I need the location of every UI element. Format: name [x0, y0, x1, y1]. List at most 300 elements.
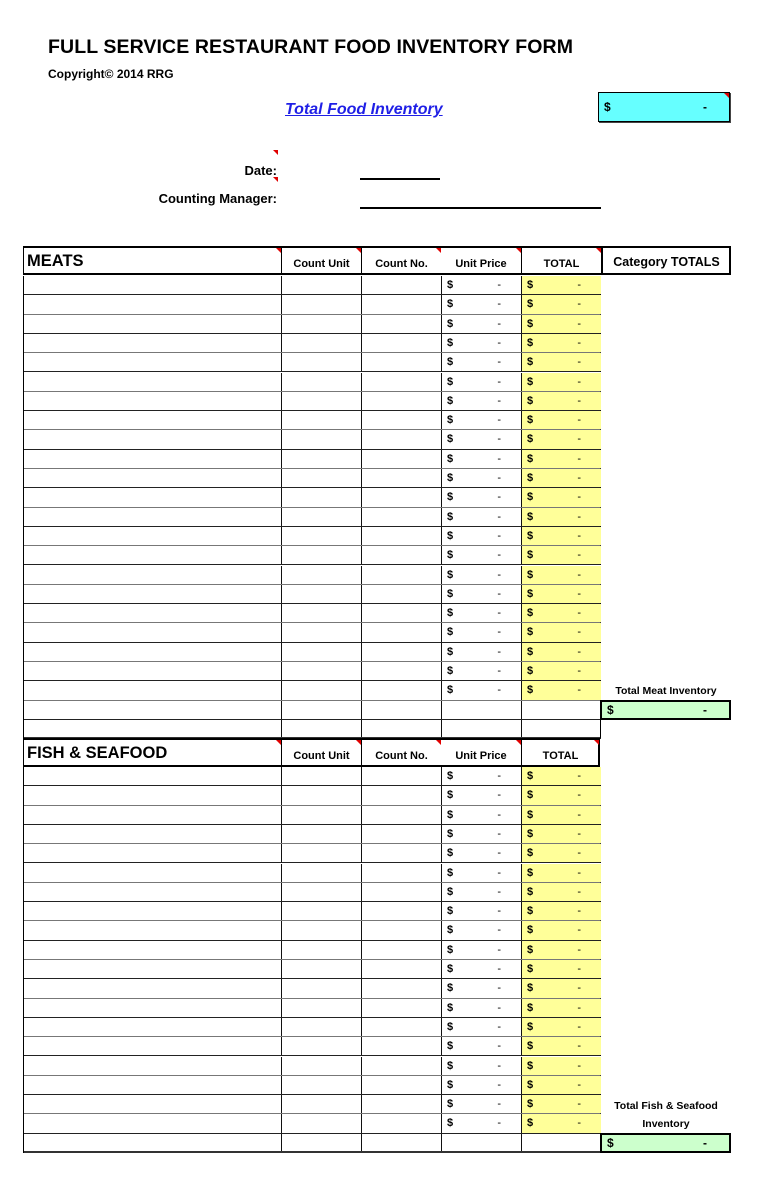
- count-no-cell[interactable]: [361, 1076, 441, 1094]
- count-unit-cell[interactable]: [281, 1037, 361, 1055]
- currency-symbol: $: [527, 414, 534, 427]
- total-cell[interactable]: [521, 1095, 601, 1113]
- total-cell[interactable]: [521, 623, 601, 641]
- count-unit-cell[interactable]: [281, 566, 361, 584]
- item-name-cell[interactable]: [24, 1134, 281, 1151]
- total-cell[interactable]: [521, 411, 601, 429]
- count-unit-cell[interactable]: [281, 902, 361, 920]
- count-unit-cell[interactable]: [281, 825, 361, 843]
- item-name-cell[interactable]: [24, 767, 281, 785]
- unit-price-cell[interactable]: [441, 450, 521, 468]
- unit-price-cell[interactable]: [441, 315, 521, 333]
- item-name-cell[interactable]: [24, 999, 281, 1017]
- currency-symbol: $: [447, 943, 454, 956]
- count-no-cell[interactable]: [361, 681, 441, 699]
- count-unit-cell[interactable]: [281, 508, 361, 526]
- count-no-cell[interactable]: [361, 411, 441, 429]
- total-cell[interactable]: [521, 960, 601, 978]
- currency-symbol: $: [447, 885, 454, 898]
- item-name-cell[interactable]: [24, 643, 281, 661]
- currency-symbol: $: [527, 472, 534, 484]
- count-unit-cell[interactable]: [281, 488, 361, 506]
- item-name-cell[interactable]: [24, 1018, 281, 1036]
- count-unit-cell[interactable]: [281, 315, 361, 333]
- amount-value: -: [497, 808, 501, 821]
- count-no-cell[interactable]: [361, 1057, 441, 1075]
- currency-symbol: $: [527, 356, 534, 369]
- count-unit-cell[interactable]: [281, 844, 361, 862]
- total-cell[interactable]: [521, 315, 601, 333]
- count-unit-cell[interactable]: [281, 999, 361, 1017]
- amount-value: -: [577, 356, 581, 369]
- total-cell[interactable]: [521, 334, 601, 352]
- table-row: [24, 960, 601, 979]
- total-cell[interactable]: [521, 450, 601, 468]
- item-name-cell[interactable]: [24, 566, 281, 584]
- currency-symbol: $: [527, 665, 534, 677]
- unit-price-cell[interactable]: [441, 392, 521, 410]
- total-cell[interactable]: [521, 566, 601, 584]
- item-name-cell[interactable]: [24, 1037, 281, 1055]
- item-name-cell[interactable]: [24, 430, 281, 448]
- amount-value: -: [497, 924, 501, 937]
- count-unit-cell[interactable]: [281, 1095, 361, 1113]
- currency-symbol: $: [447, 924, 454, 937]
- count-unit-cell[interactable]: [281, 1018, 361, 1036]
- counting-manager-field[interactable]: [360, 207, 601, 209]
- table-row: [24, 941, 601, 960]
- total-cell[interactable]: [521, 902, 601, 920]
- count-unit-cell[interactable]: [281, 1076, 361, 1094]
- currency-symbol: $: [447, 510, 454, 523]
- table-row: [24, 334, 601, 353]
- item-name-cell[interactable]: [24, 979, 281, 997]
- item-name-cell[interactable]: [24, 392, 281, 410]
- currency-symbol: $: [527, 279, 534, 291]
- unit-price-cell[interactable]: [441, 1114, 521, 1132]
- unit-price-cell[interactable]: [441, 1095, 521, 1113]
- item-name-cell[interactable]: [24, 353, 281, 371]
- count-unit-cell[interactable]: [281, 806, 361, 824]
- count-no-cell[interactable]: [361, 585, 441, 603]
- count-no-cell[interactable]: [361, 1134, 441, 1151]
- item-name-cell[interactable]: [24, 1076, 281, 1094]
- currency-symbol: $: [447, 626, 454, 639]
- table-row: [24, 585, 601, 604]
- currency-symbol: $: [527, 568, 534, 581]
- currency-symbol: $: [527, 375, 534, 388]
- amount-value: -: [577, 549, 581, 562]
- unit-price-cell[interactable]: [441, 353, 521, 371]
- count-no-cell[interactable]: [361, 315, 441, 333]
- count-unit-cell[interactable]: [281, 1134, 361, 1151]
- unit-price-cell[interactable]: [441, 883, 521, 901]
- item-name-cell[interactable]: [24, 902, 281, 920]
- count-unit-cell[interactable]: [281, 469, 361, 487]
- count-unit-cell[interactable]: [281, 883, 361, 901]
- unit-price-cell[interactable]: [441, 566, 521, 584]
- count-no-cell[interactable]: [361, 701, 441, 719]
- count-unit-cell[interactable]: [281, 921, 361, 939]
- amount-value: -: [577, 1078, 581, 1091]
- currency-symbol: $: [527, 298, 534, 311]
- table-row: [24, 469, 601, 488]
- unit-price-cell[interactable]: [441, 643, 521, 661]
- unit-price-cell[interactable]: [441, 1018, 521, 1036]
- count-no-cell[interactable]: [361, 1114, 441, 1132]
- count-no-cell[interactable]: [361, 825, 441, 843]
- count-unit-cell[interactable]: [281, 334, 361, 352]
- count-no-cell[interactable]: [361, 941, 441, 959]
- count-no-cell[interactable]: [361, 786, 441, 804]
- total-cell[interactable]: [521, 392, 601, 410]
- currency-symbol: $: [447, 279, 454, 291]
- amount-value: -: [577, 1020, 581, 1033]
- count-unit-cell[interactable]: [281, 960, 361, 978]
- currency-symbol: $: [607, 1136, 614, 1150]
- item-name-cell[interactable]: [24, 585, 281, 603]
- item-name-cell[interactable]: [24, 786, 281, 804]
- total-cell[interactable]: [521, 1057, 601, 1075]
- total-cell[interactable]: [521, 585, 601, 603]
- amount-value: -: [497, 626, 501, 639]
- total-cell[interactable]: [521, 1134, 601, 1151]
- unit-price-cell[interactable]: [441, 411, 521, 429]
- count-unit-cell[interactable]: [281, 276, 361, 294]
- currency-symbol: $: [447, 770, 454, 782]
- currency-symbol: $: [527, 529, 534, 542]
- count-no-cell[interactable]: [361, 623, 441, 641]
- count-unit-cell[interactable]: [281, 720, 361, 737]
- unit-price-cell[interactable]: [441, 1037, 521, 1055]
- item-name-cell[interactable]: [24, 720, 281, 737]
- unit-price-cell[interactable]: [441, 276, 521, 294]
- total-cell[interactable]: [521, 1037, 601, 1055]
- amount-value: -: [577, 1040, 581, 1053]
- total-cell[interactable]: [521, 979, 601, 997]
- item-name-cell[interactable]: [24, 334, 281, 352]
- total-cell[interactable]: [521, 767, 601, 785]
- count-unit-cell[interactable]: [281, 295, 361, 313]
- currency-symbol: $: [527, 847, 534, 860]
- currency-symbol: $: [447, 356, 454, 369]
- amount-value: -: [577, 433, 581, 446]
- total-cell[interactable]: [521, 941, 601, 959]
- item-name-cell[interactable]: [24, 806, 281, 824]
- table-row: [24, 921, 601, 940]
- item-name-cell[interactable]: [24, 941, 281, 959]
- amount-value: -: [497, 943, 501, 956]
- total-cell[interactable]: [521, 921, 601, 939]
- unit-price-cell[interactable]: [441, 681, 521, 699]
- total-cell[interactable]: [521, 844, 601, 862]
- count-unit-cell[interactable]: [281, 864, 361, 882]
- currency-symbol: $: [447, 433, 454, 446]
- currency-symbol: $: [447, 1117, 454, 1130]
- currency-symbol: $: [527, 317, 534, 330]
- amount-value: -: [497, 510, 501, 523]
- count-unit-cell[interactable]: [281, 353, 361, 371]
- unit-price-cell[interactable]: [441, 334, 521, 352]
- currency-symbol: $: [447, 1001, 454, 1014]
- total-cell[interactable]: [521, 825, 601, 843]
- item-name-cell[interactable]: [24, 469, 281, 487]
- total-cell[interactable]: [521, 295, 601, 313]
- count-unit-cell[interactable]: [281, 643, 361, 661]
- unit-price-cell[interactable]: [441, 295, 521, 313]
- amount-value: -: [497, 885, 501, 898]
- count-unit-cell[interactable]: [281, 941, 361, 959]
- total-meat-inventory-value[interactable]: [600, 700, 731, 720]
- amount-value: -: [497, 1117, 501, 1130]
- unit-price-cell[interactable]: [441, 720, 521, 737]
- count-no-cell[interactable]: [361, 353, 441, 371]
- total-cell[interactable]: [521, 1018, 601, 1036]
- count-no-cell[interactable]: [361, 527, 441, 545]
- count-unit-cell[interactable]: [281, 585, 361, 603]
- unit-price-cell[interactable]: [441, 864, 521, 882]
- item-name-cell[interactable]: [24, 508, 281, 526]
- count-no-cell[interactable]: [361, 999, 441, 1017]
- item-name-cell[interactable]: [24, 681, 281, 699]
- count-no-cell[interactable]: [361, 960, 441, 978]
- total-cell[interactable]: [521, 681, 601, 699]
- count-unit-cell[interactable]: [281, 623, 361, 641]
- unit-price-cell[interactable]: [441, 921, 521, 939]
- count-no-cell[interactable]: [361, 392, 441, 410]
- currency-symbol: $: [447, 808, 454, 821]
- count-no-cell[interactable]: [361, 921, 441, 939]
- count-unit-cell[interactable]: [281, 767, 361, 785]
- total-cell[interactable]: [521, 527, 601, 545]
- item-name-cell[interactable]: [24, 373, 281, 391]
- unit-price-cell[interactable]: [441, 430, 521, 448]
- total-cell[interactable]: [521, 469, 601, 487]
- count-unit-cell[interactable]: [281, 701, 361, 719]
- unit-price-cell[interactable]: [441, 623, 521, 641]
- item-name-cell[interactable]: [24, 883, 281, 901]
- unit-price-cell[interactable]: [441, 527, 521, 545]
- item-name-cell[interactable]: [24, 411, 281, 429]
- item-name-cell[interactable]: [24, 488, 281, 506]
- item-name-cell[interactable]: [24, 960, 281, 978]
- currency-symbol: $: [527, 394, 534, 407]
- total-cell[interactable]: [521, 353, 601, 371]
- count-unit-cell[interactable]: [281, 546, 361, 564]
- amount-value: -: [577, 770, 581, 782]
- count-no-cell[interactable]: [361, 295, 441, 313]
- unit-price-cell[interactable]: [441, 979, 521, 997]
- total-cell[interactable]: [521, 1076, 601, 1094]
- total-cell[interactable]: [521, 276, 601, 294]
- currency-symbol: $: [447, 394, 454, 407]
- currency-symbol: $: [447, 866, 454, 879]
- count-no-cell[interactable]: [361, 450, 441, 468]
- currency-symbol: $: [527, 549, 534, 562]
- total-cell[interactable]: [521, 999, 601, 1017]
- total-cell[interactable]: [521, 643, 601, 661]
- total-food-inventory-value[interactable]: [598, 92, 730, 122]
- count-no-cell[interactable]: [361, 488, 441, 506]
- count-no-cell[interactable]: [361, 546, 441, 564]
- total-cell[interactable]: [521, 508, 601, 526]
- item-name-cell[interactable]: [24, 295, 281, 313]
- count-unit-cell[interactable]: [281, 411, 361, 429]
- table-row: [24, 825, 601, 844]
- count-no-cell[interactable]: [361, 276, 441, 294]
- col-total: TOTAL: [521, 248, 601, 273]
- count-unit-cell[interactable]: [281, 681, 361, 699]
- unit-price-cell[interactable]: [441, 1076, 521, 1094]
- item-name-cell[interactable]: [24, 276, 281, 294]
- count-no-cell[interactable]: [361, 979, 441, 997]
- amount-value: -: [497, 684, 501, 697]
- total-cell[interactable]: [521, 720, 601, 737]
- currency-symbol: $: [447, 982, 454, 995]
- item-name-cell[interactable]: [24, 623, 281, 641]
- item-name-cell[interactable]: [24, 315, 281, 333]
- count-no-cell[interactable]: [361, 430, 441, 448]
- count-unit-cell[interactable]: [281, 1114, 361, 1132]
- amount-value: -: [577, 684, 581, 697]
- item-name-cell[interactable]: [24, 450, 281, 468]
- count-no-cell[interactable]: [361, 508, 441, 526]
- count-unit-cell[interactable]: [281, 430, 361, 448]
- count-no-cell[interactable]: [361, 604, 441, 622]
- count-unit-cell[interactable]: [281, 786, 361, 804]
- count-no-cell[interactable]: [361, 720, 441, 737]
- total-fish-seafood-inventory-value[interactable]: [600, 1133, 731, 1153]
- item-name-cell[interactable]: [24, 1114, 281, 1132]
- unit-price-cell[interactable]: [441, 902, 521, 920]
- count-unit-cell[interactable]: [281, 604, 361, 622]
- col-count-no: Count No.: [361, 248, 441, 273]
- amount-value: -: [497, 1059, 501, 1072]
- table-row: [24, 623, 601, 642]
- item-name-cell[interactable]: [24, 844, 281, 862]
- amount-value: -: [497, 665, 501, 677]
- unit-price-cell[interactable]: [441, 786, 521, 804]
- currency-symbol: $: [527, 433, 534, 446]
- unit-price-cell[interactable]: [441, 469, 521, 487]
- unit-price-cell[interactable]: [441, 508, 521, 526]
- item-name-cell[interactable]: [24, 701, 281, 719]
- amount-value: -: [577, 847, 581, 860]
- count-no-cell[interactable]: [361, 1018, 441, 1036]
- item-name-cell[interactable]: [24, 825, 281, 843]
- count-no-cell[interactable]: [361, 1037, 441, 1055]
- count-no-cell[interactable]: [361, 806, 441, 824]
- count-unit-cell[interactable]: [281, 662, 361, 680]
- count-no-cell[interactable]: [361, 883, 441, 901]
- col-count-unit: Count Unit: [281, 248, 361, 273]
- item-name-cell[interactable]: [24, 546, 281, 564]
- unit-price-cell[interactable]: [441, 585, 521, 603]
- table-row: [24, 1037, 601, 1056]
- unit-price-cell[interactable]: [441, 1057, 521, 1075]
- item-name-cell[interactable]: [24, 662, 281, 680]
- count-unit-cell[interactable]: [281, 1057, 361, 1075]
- count-no-cell[interactable]: [361, 767, 441, 785]
- item-name-cell[interactable]: [24, 527, 281, 545]
- count-unit-cell[interactable]: [281, 979, 361, 997]
- total-cell[interactable]: [521, 1114, 601, 1132]
- total-cell[interactable]: [521, 786, 601, 804]
- count-no-cell[interactable]: [361, 902, 441, 920]
- unit-price-cell[interactable]: [441, 488, 521, 506]
- count-no-cell[interactable]: [361, 662, 441, 680]
- unit-price-cell[interactable]: [441, 701, 521, 719]
- count-no-cell[interactable]: [361, 566, 441, 584]
- unit-price-cell[interactable]: [441, 546, 521, 564]
- table-row: [24, 806, 601, 825]
- table-row: [24, 276, 601, 295]
- unit-price-cell[interactable]: [441, 806, 521, 824]
- amount-value: -: [497, 770, 501, 782]
- count-no-cell[interactable]: [361, 1095, 441, 1113]
- unit-price-cell[interactable]: [441, 999, 521, 1017]
- currency-symbol: $: [604, 100, 611, 114]
- item-name-cell[interactable]: [24, 604, 281, 622]
- count-no-cell[interactable]: [361, 844, 441, 862]
- total-cell[interactable]: [521, 662, 601, 680]
- total-cell[interactable]: [521, 488, 601, 506]
- count-no-cell[interactable]: [361, 643, 441, 661]
- item-name-cell[interactable]: [24, 864, 281, 882]
- unit-price-cell[interactable]: [441, 373, 521, 391]
- total-cell[interactable]: [521, 883, 601, 901]
- currency-symbol: $: [447, 905, 454, 918]
- item-name-cell[interactable]: [24, 1095, 281, 1113]
- item-name-cell[interactable]: [24, 1057, 281, 1075]
- count-unit-cell[interactable]: [281, 527, 361, 545]
- unit-price-cell[interactable]: [441, 844, 521, 862]
- total-cell[interactable]: [521, 430, 601, 448]
- total-cell[interactable]: [521, 373, 601, 391]
- table-row: [24, 508, 601, 527]
- amount-value: -: [577, 827, 581, 840]
- total-cell[interactable]: [521, 864, 601, 882]
- unit-price-cell[interactable]: [441, 960, 521, 978]
- count-unit-cell[interactable]: [281, 373, 361, 391]
- total-cell[interactable]: [521, 806, 601, 824]
- amount-value: -: [497, 963, 501, 975]
- unit-price-cell[interactable]: [441, 941, 521, 959]
- unit-price-cell[interactable]: [441, 662, 521, 680]
- unit-price-cell[interactable]: [441, 825, 521, 843]
- count-no-cell[interactable]: [361, 373, 441, 391]
- total-food-inventory-link[interactable]: Total Food Inventory: [285, 101, 443, 118]
- count-no-cell[interactable]: [361, 469, 441, 487]
- unit-price-cell[interactable]: [441, 604, 521, 622]
- count-no-cell[interactable]: [361, 334, 441, 352]
- count-unit-cell[interactable]: [281, 450, 361, 468]
- unit-price-cell[interactable]: [441, 767, 521, 785]
- counting-manager-label: Counting Manager:: [158, 191, 277, 206]
- total-cell[interactable]: [521, 604, 601, 622]
- item-name-cell[interactable]: [24, 921, 281, 939]
- total-cell[interactable]: [521, 546, 601, 564]
- amount-value: -: [577, 789, 581, 802]
- count-unit-cell[interactable]: [281, 392, 361, 410]
- amount-value: -: [577, 1059, 581, 1072]
- count-no-cell[interactable]: [361, 864, 441, 882]
- total-fish-seafood-label-line2: Inventory: [642, 1118, 690, 1130]
- unit-price-cell[interactable]: [441, 1134, 521, 1151]
- date-field[interactable]: [360, 178, 440, 180]
- amount-value: -: [497, 491, 501, 504]
- total-cell[interactable]: [521, 701, 601, 719]
